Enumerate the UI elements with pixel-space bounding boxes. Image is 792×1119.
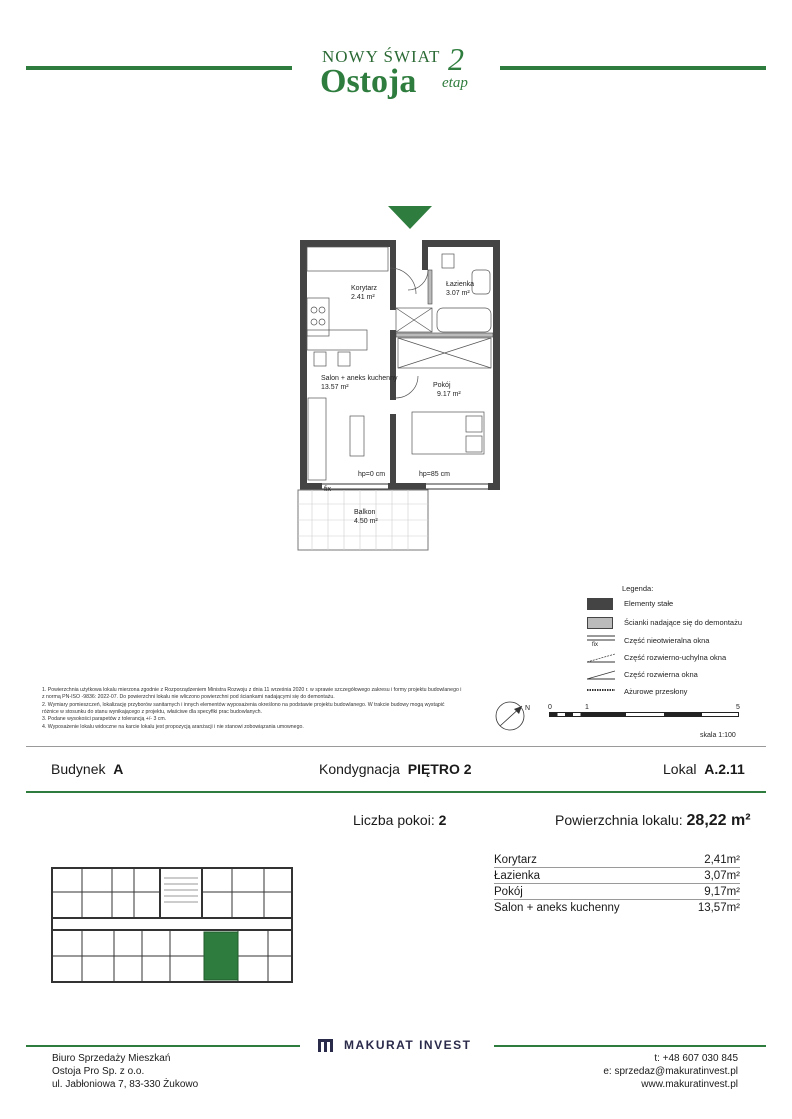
header-line-left xyxy=(26,66,292,70)
divider-green xyxy=(26,791,766,793)
scale-tick-0: 0 xyxy=(548,704,552,711)
legend-item-fixed: Elementy stałe xyxy=(624,599,674,608)
floor-info: Kondygnacja PIĘTRO 2 xyxy=(319,761,472,777)
legend-item-demountable: Ścianki nadające się do demontażu xyxy=(624,618,742,627)
legend-swatch-fixed xyxy=(587,598,613,610)
legend-swatch-demountable xyxy=(587,617,613,629)
footer-contact xyxy=(603,1052,738,1091)
brand-stage-number: 2 xyxy=(448,41,464,77)
brand-line1: NOWY ŚWIAT xyxy=(322,47,441,66)
plan-label-lazienka: Łazienka 3.07 m² xyxy=(446,281,475,297)
unit-area: Powierzchnia lokalu: 28,22 m² xyxy=(555,812,751,829)
scale-tick-5: 5 xyxy=(736,704,740,711)
table-row: Łazienka 3,07m² xyxy=(494,870,740,882)
legend-item-tilt-window: Część rozwierno-uchylna okna xyxy=(624,653,727,662)
scale-tick-1: 1 xyxy=(585,704,589,711)
table-row: Pokój 9,17m² xyxy=(494,886,740,898)
key-plan-highlight xyxy=(204,932,238,980)
hp-right-label: hp=85 cm xyxy=(419,471,450,478)
plan-label-salon: Salon + aneks kuchenny 13.57 m² xyxy=(321,375,398,391)
plan-label-pokoj: Pokój 9.17 m² xyxy=(433,382,461,398)
footer-phone[interactable]: t: +48 607 030 845 xyxy=(654,1053,738,1064)
room-table xyxy=(494,852,740,915)
table-row: Korytarz 2,41m² xyxy=(494,854,740,866)
building-info: Budynek A xyxy=(51,761,124,777)
note-4: 4. Wyposażenie lokalu widoczne na karcie lokalu jest propozycją aranżacji i nie stanowi zobowiązania umownego. xyxy=(42,723,304,730)
scale-label: skala 1:100 xyxy=(700,732,736,739)
footer-email[interactable]: e: sprzedaz@makuratinvest.pl xyxy=(603,1066,738,1077)
legend-fix-label: fix xyxy=(592,642,598,648)
note-1: 1. Powierzchnia użytkowa lokalu mierzona zgodnie z Rozporządzeniem Ministra Rozwoju z dnia 11 września 2020 r. w sprawie szczegółowego zakresu i formy projektu budowlanego i z normą PN-ISO -9836: 2022-07. Do powierzchni lokalu nie wliczono powierzchni pod ściankami nadającymi się do demontażu. xyxy=(42,687,462,700)
unit-value: A.2.11 xyxy=(704,761,745,777)
building-value: A xyxy=(113,761,124,777)
legend-open-window-icon xyxy=(587,669,615,681)
floor-value: PIĘTRO 2 xyxy=(407,761,472,777)
scale-bar xyxy=(549,712,739,717)
unit-info: Lokal A.2.11 xyxy=(663,761,745,777)
north-label: N xyxy=(525,705,531,712)
footer-website[interactable]: www.makuratinvest.pl xyxy=(641,1079,738,1090)
makurat-logo-text: MAKURAT INVEST xyxy=(344,1038,472,1052)
key-plan xyxy=(42,860,298,990)
plan-label-korytarz: Korytarz 2.41 m² xyxy=(351,285,378,301)
legend-screen-icon xyxy=(587,686,615,694)
footer-address: Biuro Sprzedaży Mieszkań Ostoja Pro Sp. z o.o. ul. Jabłoniowa 7, 83-330 Żukowo xyxy=(52,1053,199,1090)
brand-stage-word: etap xyxy=(442,75,468,91)
notes xyxy=(42,687,462,731)
note-3: 3. Podane wysokości parapetów z tolerancją +/- 3 cm. xyxy=(42,716,167,722)
table-row: Salon + aneks kuchenny 13,57m² xyxy=(494,902,740,914)
rooms-count-value: 2 xyxy=(438,812,447,828)
legend-item-fixed-window: Część nieotwieralna okna xyxy=(624,636,710,645)
footer-line-left xyxy=(26,1045,300,1047)
divider-top xyxy=(26,746,766,747)
rooms-count: Liczba pokoi: 2 xyxy=(353,812,447,828)
legend-tilt-window-icon xyxy=(587,652,615,664)
hp-left-label: hp=0 cm xyxy=(358,471,386,478)
fix-label: fix xyxy=(324,486,331,493)
makurat-logo xyxy=(318,1037,488,1055)
unit-area-value: 28,22 m² xyxy=(686,812,751,829)
makurat-logo-icon xyxy=(318,1037,338,1053)
brand-line2: Ostoja xyxy=(320,63,417,100)
note-2: 2. Wymiary pomieszczeń, lokalizację przyborów sanitarnych i innych elementów wyposażenia określono na podstawie projektu budowlanego. W trakcie budowy mogą wystąpić różnice w stosunku do stanu wynikającego z projektu, właściwe dla specyfiki prac budowlanych. xyxy=(42,701,445,715)
legend-item-open-window: Część rozwierna okna xyxy=(624,670,698,679)
entrance-arrow-icon xyxy=(388,206,432,230)
header-line-right xyxy=(500,66,766,70)
footer-line-right xyxy=(494,1045,766,1047)
legend-title: Legenda: xyxy=(622,584,654,593)
plan-label-balkon: Balkon 4.50 m² xyxy=(354,509,378,525)
legend-item-screen: Ażurowe przesłony xyxy=(624,687,688,696)
brand-logo xyxy=(300,41,490,105)
